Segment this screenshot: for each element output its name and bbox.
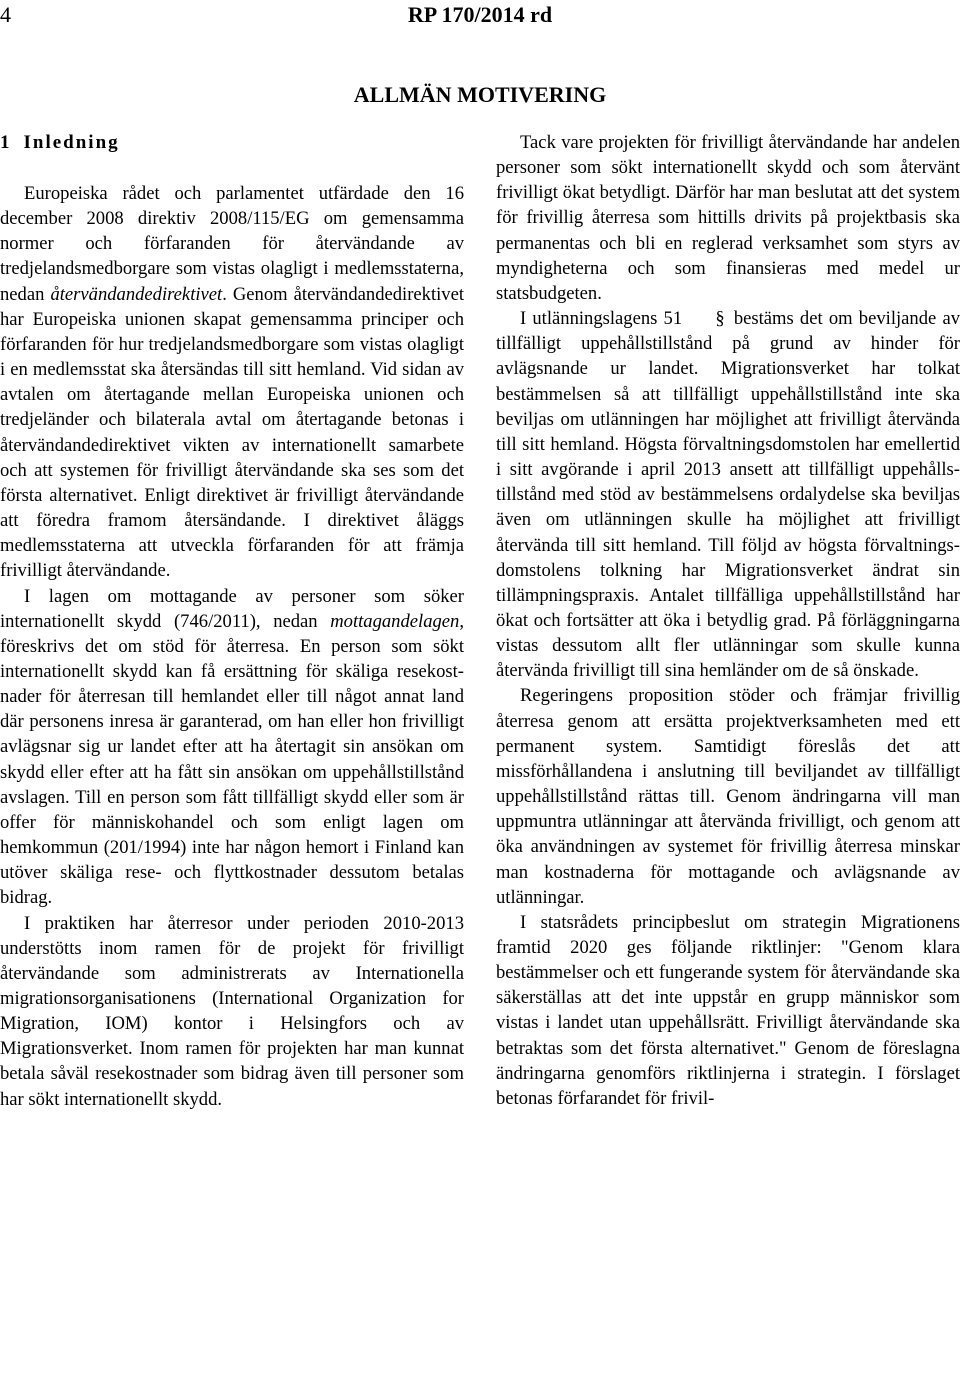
section-title: ALLMÄN MOTIVERING (353, 82, 607, 107)
paragraph-text: , föreskrivs det om stöd för återresa. En person som sökt internationellt skydd kan få ersättning för skäliga resekostnader för återresan till hemlandet eller till något annat land där personens inresa är garanterad, om han eller hon frivilligt avlägsnar sig ur landet efter att ha återtagit sin ansökan om skydd eller efter att ha fått sin ansökan om uppehållstillstånd avslagen. Till en person som fått tillfälligt skydd eller som är offer för människohandel och som enligt lagen om hemkommun (201/1994) inte har någon hemort i Finland kan utöver skäliga rese- och flyttkostnader dessutom betalas bidrag. (0, 610, 464, 909)
paragraph-text: I lagen om mottagande av personer som söker internationellt skydd (746/2011), nedan (0, 585, 464, 632)
section-sign: § (715, 308, 725, 330)
document-reference: RP 170/2014 rd (407, 2, 553, 27)
paragraph-text: . Genom återvändandedirektivet har Europeiska unionen skapat gemensamma principer och förfaranden för hur tredjelandsmedborgare som vistas olagligt i en medlemsstat ska återsändas till sitt hemland. Vid sidan av avtalen om återtagande mellan Europeiska unionen och tredjeländer och bilaterala avtal om återtagande betonas i återvändandedirektivet vikten av internationellt samarbete och att systemen för frivilligt återvändande ska ses som det första alternativet. Enligt direktivet är frivilligt återvändande att föredra framom återsändande. I direktivet åläggs medlemsstaterna att utveckla förfaranden för att främja frivilligt återvändande. (0, 283, 465, 582)
paragraph: I statsrådets principbeslut om strategin Migrationens framtid 2020 ges följande riktlinjer: "Genom klara bestämmelser och ett fungerande system för återvändande ska säkerställas att det inte uppstår en grupp människor som vistas i landet utan uppehållsrätt. Frivilligt återvändande ska betraktas som det första alternativet." Genom de föreslagna ändringarna genomförs riktlinjerna i strategin. I förslaget betonas förfarandet för frivil- (496, 911, 960, 1109)
defined-term: återvändandedirektivet (50, 283, 223, 305)
paragraph (0, 181, 464, 584)
paragraph-text: bestäms det om beviljande av tillfälligt uppehållstillstånd på grund av hinder för avlägsnande ur landet. Migrationsverket har tolkat bestämmelsen så att tillfälligt uppehållstillstånd inte ska beviljas om utlänningen har möjlighet att frivilligt återvända till sitt hemland. Högsta förvaltningsdomstolen har emellertid i sitt avgörande i april 2013 ansett att tillfälligt uppehållstillstånd med stöd av bestämmelsens ordalydelse ska beviljas även om utlänningen skulle ha möjlighet att frivilligt återvända till sitt hemland. Till följd av högsta förvaltningsdomstolens tolkning har Migrationsverket ändrat sin tillämpningspraxis. Antalet tillfälliga uppehållstillstånd har ökat och fortsätter att öka i betydlig grad. På förläggningarna vistas dessutom allt fler utlänningar som skulle kunna återvända frivilligt till sina hemländer om de så önskade. (496, 308, 960, 682)
paragraph-text: I utlänningslagens 51 (520, 308, 689, 330)
paragraph: I praktiken har återresor under perioden 2010-2013 understötts inom ramen för de projekt för frivilligt återvändande som administrerats av Internationella migrationsorganisationens (International Organization for Migration, IOM) kontor i Helsingfors och av Migrationsverket. Inom ramen för projekten har man kunnat betala såväl resekostnader som bidrag även till personer som har sökt internationellt skydd. (0, 912, 464, 1110)
paragraph-text: Europeiska rådet och parlamentet utfärdade den 16 december 2008 direktiv 2008/115/EG om gemensamma normer och förfaranden för återvändande av tredjelandsmedborgare som vistas olagligt i medlemsstaterna, nedan (0, 183, 464, 305)
paragraph: Regeringens proposition stöder och främjar frivillig återresa genom att ersätta projektverksamheten med ett permanent system. Samtidigt föreslås det att missförhållandena i anslutning till beviljandet av tillfälligt uppehållstillstånd rättas till. Genom ändringarna vill man uppmuntra utlänningar att återvända frivilligt, och genom att öka användningen av systemet för frivillig återresa minskar man kostnaderna för mottagande och avlägsnande av utlänningar. (496, 685, 960, 908)
page-number: 4 (0, 2, 11, 27)
chapter-number: 1 (0, 132, 10, 153)
chapter-title: Inledning (23, 132, 120, 153)
paragraph (0, 584, 464, 911)
paragraph (496, 306, 960, 683)
paragraph: Tack vare projekten för frivilligt återvändande har andelen personer som sökt internationellt skydd och som återvänt frivilligt ökat betydligt. Därför har man beslutat att det system för frivillig återresa som hittills drivits på projektbasis ska permanentas och bli en reglerad verksamhet som styrs av myndigheterna och som finansieras med medel ur statsbudgeten. (496, 132, 960, 304)
defined-term: mottagandelagen (330, 610, 460, 632)
left-column (0, 130, 464, 1112)
right-column (496, 130, 960, 1111)
chapter-heading (0, 130, 464, 155)
